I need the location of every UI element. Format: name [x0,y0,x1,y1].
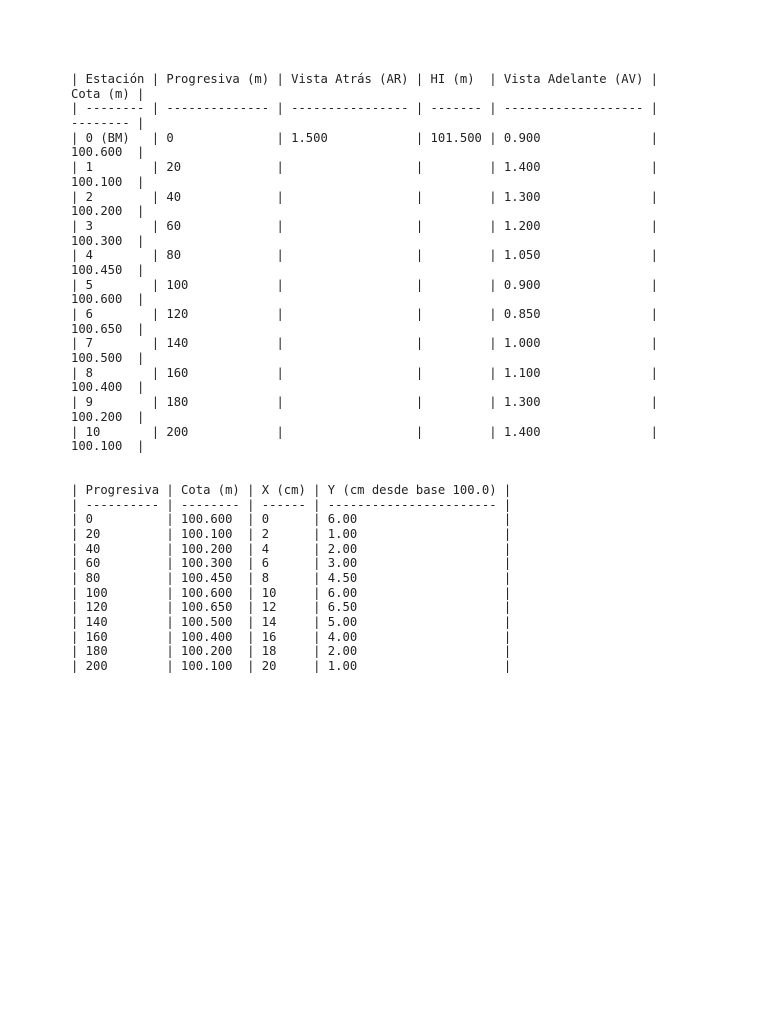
leveling-table-line: 100.200 | [71,409,145,424]
leveling-table [71,72,731,454]
leveling-table-line: | Estación | Progresiva (m) | Vista Atrás (AR) | HI (m) | Vista Adelante (AV) | [71,72,658,86]
profile-table-line: | 80 | 100.450 | 8 | 4.50 | [71,571,512,585]
profile-table-line: | 160 | 100.400 | 16 | 4.00 | [71,629,512,644]
leveling-table-line: 100.500 | [71,351,145,366]
leveling-table-line: | 9 | 180 | | | 1.300 | [71,395,658,410]
leveling-table-line: 100.100 | [71,174,145,189]
leveling-table-line: 100.300 | [71,233,145,248]
leveling-table-line: | 8 | 160 | | | 1.100 | [71,365,658,380]
profile-table-line: | 120 | 100.650 | 12 | 6.50 | [71,600,512,615]
profile-table-line: | 140 | 100.500 | 14 | 5.00 | [71,615,512,630]
leveling-table-line: | 10 | 200 | | | 1.400 | [71,424,658,439]
profile-table-line: | Progresiva | Cota (m) | X (cm) | Y (cm desde base 100.0) | [71,482,512,497]
profile-table-line: | 0 | 100.600 | 0 | 6.00 | [71,512,512,527]
leveling-table-line: | 7 | 140 | | | 1.000 | [71,336,658,351]
leveling-table-line: Cota (m) | [71,86,145,101]
leveling-table-line: -------- | [71,116,145,131]
leveling-table-line: 100.600 | [71,145,145,160]
profile-table-line: | 180 | 100.200 | 18 | 2.00 | [71,644,512,659]
profile-table-line: | 200 | 100.100 | 20 | 1.00 | [71,659,512,674]
profile-table-line: | 60 | 100.300 | 6 | 3.00 | [71,556,512,571]
profile-table-line: | 20 | 100.100 | 2 | 1.00 | [71,526,512,541]
leveling-table-line: | 3 | 60 | | | 1.200 | [71,218,658,233]
leveling-table-line: 100.600 | [71,292,145,307]
leveling-table-line: 100.450 | [71,262,145,277]
leveling-table-line: | 0 (BM) | 0 | 1.500 | 101.500 | 0.900 | [71,130,658,145]
leveling-table-line: | 5 | 100 | | | 0.900 | [71,277,658,292]
leveling-table-line: 100.100 | [71,439,145,454]
leveling-table-line: | 4 | 80 | | | 1.050 | [71,248,658,263]
leveling-table-line: 100.400 | [71,380,145,395]
profile-table [71,483,731,674]
leveling-table-line: | 2 | 40 | | | 1.300 | [71,189,658,204]
document-page [71,72,731,674]
leveling-table-line: | 6 | 120 | | | 0.850 | [71,307,658,321]
profile-table-line: | 40 | 100.200 | 4 | 2.00 | [71,541,512,556]
profile-table-line: | ---------- | -------- | ------ | ----------------------- | [71,497,512,512]
leveling-table-line: 100.200 | [71,204,145,219]
leveling-table-line: 100.650 | [71,321,145,336]
leveling-table-line: | -------- | -------------- | ---------------- | ------- | ------------------- | [71,101,658,116]
leveling-table-line: | 1 | 20 | | | 1.400 | [71,160,658,175]
profile-table-line: | 100 | 100.600 | 10 | 6.00 | [71,585,512,600]
